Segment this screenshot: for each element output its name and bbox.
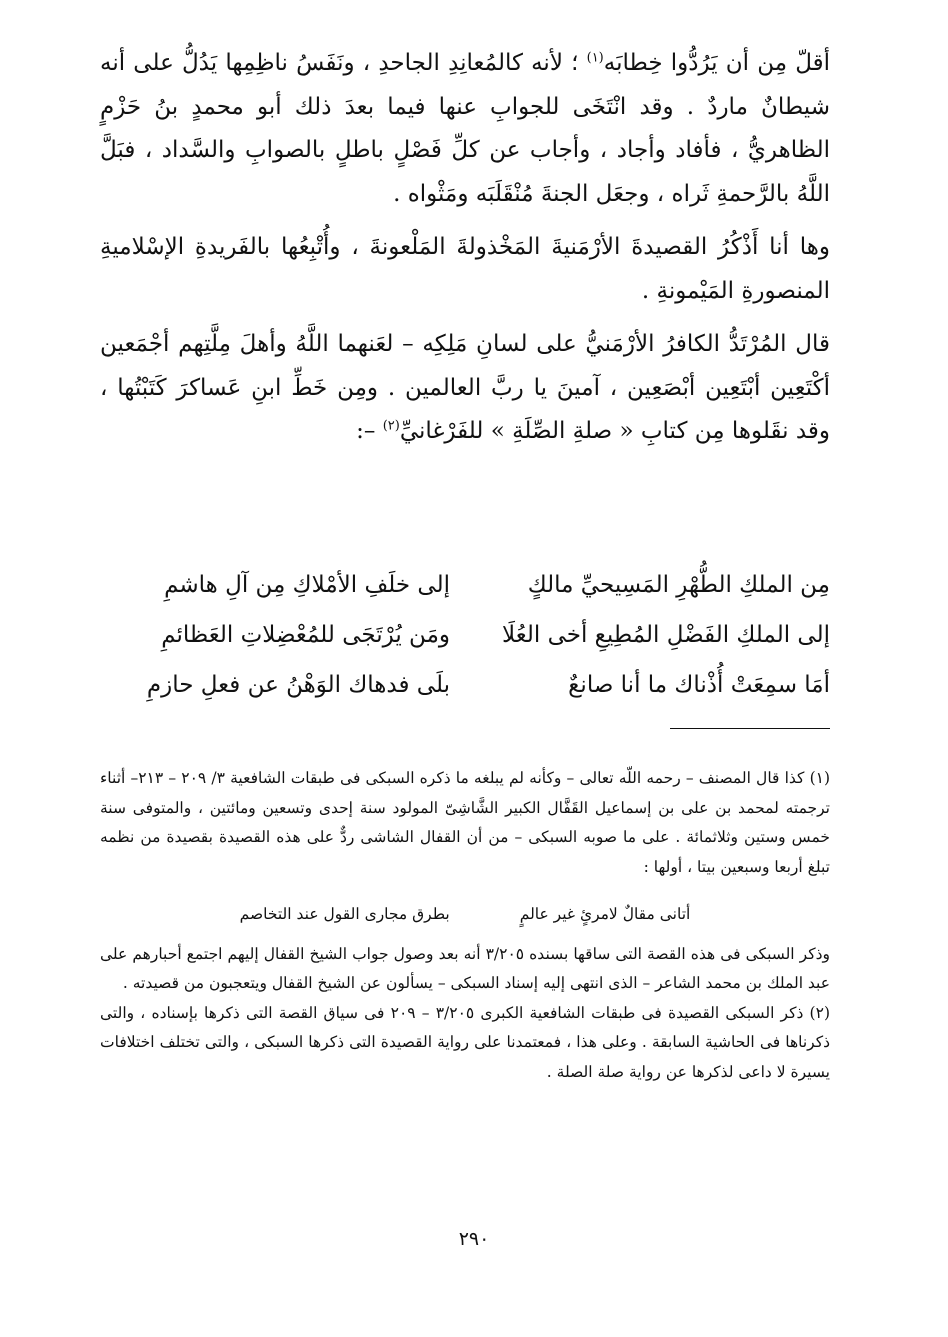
- footnote-1-continued: وذكر السبكى فى هذه القصة التى ساقها بسنده ٣/٢٠٥ أنه بعد وصول جواب الشيخ القفال إليهم اجتمع أحبارهم على عبد الملك بن محمد الشاعر – الذى انتهى إليه إسناد السبكى – يسألون عن الشيخ القفال ويتعجبون من قصيدته .: [100, 944, 830, 992]
- paragraph-3: [100, 323, 830, 454]
- poem-hemistich-right: أمَا سمِعَتْ أُذْناك ما أنا صانعٌ: [568, 672, 830, 698]
- poem-hemistich-left: ومَن يُرْتَجَى للمُعْضِلاتِ العَظائمِ: [161, 622, 450, 648]
- footnote-ref-1[interactable]: (١): [586, 50, 604, 66]
- footnote-2: (٢) ذكر السبكى القصيدة فى طبقات الشافعية الكبرى ٣/٢٠٥ – ٢٠٩ فى سياق القصة التى ذكرها بإسناده ، والتى ذكرناها فى الحاشية السابقة . وعلى هذا ، فمعتمدنا على رواية القصيدة التى ذكرها السبكى ، والتى تختلف اختلافات يسيرة لا داعى لذكرها عن رواية صلة الصلة .: [100, 1003, 830, 1081]
- main-text: [100, 42, 830, 454]
- poem-hemistich-left: إلى خلَفِ الأمْلاكِ مِن آلِ هاشمِ: [164, 572, 450, 598]
- paragraph-3-end: –:: [356, 418, 383, 444]
- paragraph-2: وها أنا أَذْكُرُ القصيدةَ الأرْمَنيةَ المَخْذولةَ المَلْعونةَ ، وأُتْبِعُها بالفَريدةِ الإسْلاميةِ المنصورةِ المَيْمونةِ .: [100, 234, 830, 304]
- poem-hemistich-left: بلَى فدهاك الوَهْنُ عن فعلِ حازمِ: [146, 672, 450, 698]
- footnote-ref-2[interactable]: (٢): [382, 418, 400, 434]
- poem-verse: [100, 560, 830, 610]
- paragraph-1-rest: ؛ لأنه كالمُعانِدِ الجاحدِ ، ونَفَسُ ناظِمِها يَدُلُّ على أنه شيطانٌ ماردٌ . وقد انْتَخَى للجوابِ عنها فيما بعدَ ذلك أبو محمدٍ بنُ حَزْمٍ الظاهريُّ ، فأفاد وأجاد ، وأجاب عن كلِّ فَصْلٍ باطلٍ بالصوابِ والسَّداد ، فبَلَّ اللَّهُ بالرَّحمةِ ثَراه ، وجعَل الجنةَ مُنْقَلَبَه ومَثْواه .: [100, 50, 830, 207]
- paragraph-3-start: قال المُرْتَدُّ الكافرُ الأرْمَنيُّ على لسانِ مَلِكِه – لعَنهما اللَّهُ وأهلَ مِلَّتِهم أجْمَعين أكْتَعِين أبْتَعِين أبْصَعِين ، آمينَ يا ربَّ العالمين . ومِن خَطِّ ابنِ عَساكرَ كَتَبْتُها ، وقد نقَلوها مِن كتابِ « صلةِ الصِّلَةِ » للفَرْغانيِّ: [100, 331, 830, 444]
- paragraph-1: [100, 42, 830, 216]
- footnote-verse-left: بطرق مجارى القول عند التخاصم: [239, 905, 450, 923]
- footnote-1: (١) كذا قال المصنف – رحمه اللّه تعالى – وكأنه لم يبلغه ما ذكره السبكى فى طبقات الشافعية ٣/ ٢٠٩ – ٢١٣– أثناء ترجمته لمحمد بن على بن إسماعيل القَفَّال الكبير الشَّاشِىّ المولود سنة إحدى وتسعين ومائتين ، والمتوفى سنة خمس وستين وثلاثمائة . على ما صوبه السبكى – من أن القفال الشاشى ردٌّ على هذه القصيدة بقصيدة من نظمه تبلغ أربعا وسبعين بيتا ، أولها :: [100, 769, 831, 876]
- poem-verse: [100, 660, 830, 710]
- footnote-verse-right: أتانى مقالٌ لامرئٍ غير عالمٍ: [519, 905, 691, 923]
- poem-verse: [100, 610, 830, 660]
- page-number: ٢٩٠: [458, 1228, 490, 1250]
- footnotes: [100, 764, 830, 1087]
- poem: [100, 560, 830, 710]
- footnote-verse: [100, 900, 830, 930]
- footnote-separator: [670, 728, 830, 729]
- poem-hemistich-right: مِن الملكِ الطُّهْرِ المَسِيحيِّ مالكٍ: [527, 572, 830, 598]
- poem-hemistich-right: إلى الملكِ الفَضْلِ المُطِيعِ أخى العُلَا: [502, 622, 830, 648]
- paragraph-1-start: أقلّ مِن أن يَرُدُّوا خِطابَه: [603, 50, 831, 76]
